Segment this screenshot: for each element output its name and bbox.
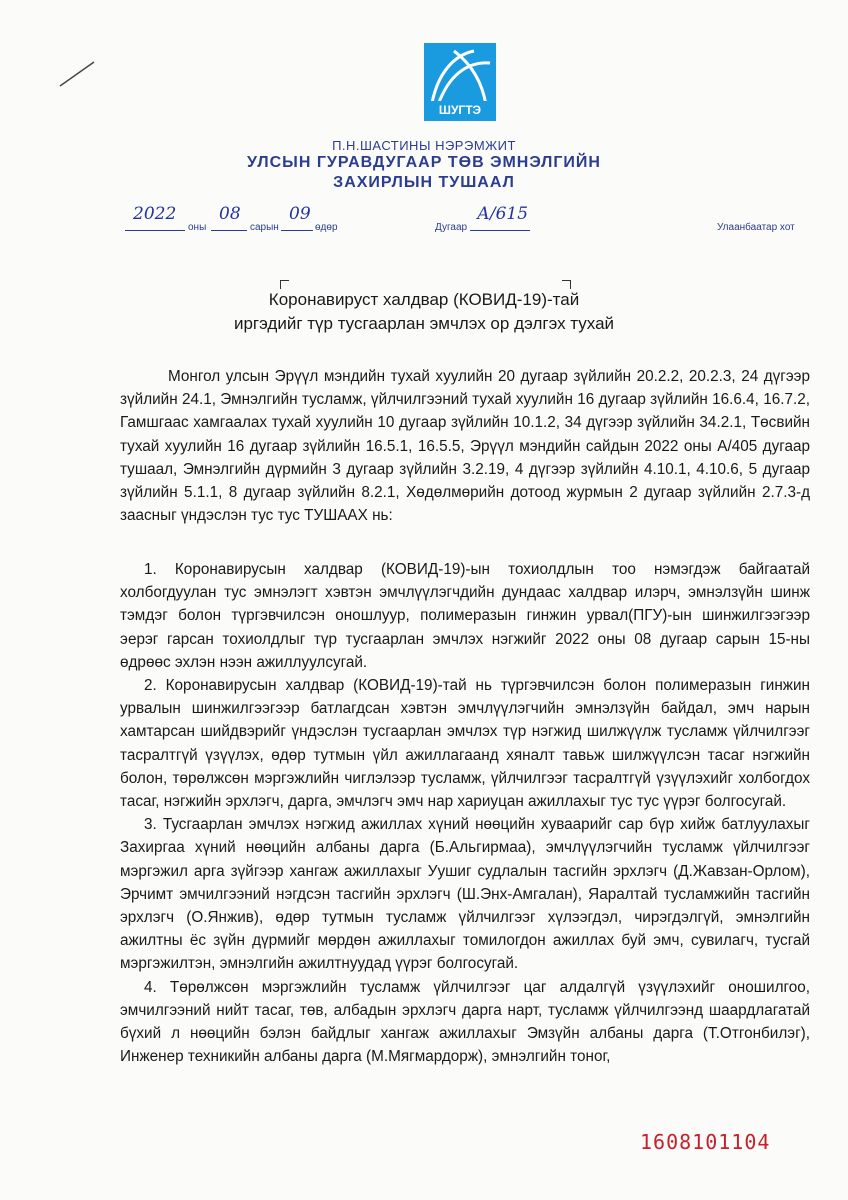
pen-mark xyxy=(58,58,98,88)
year-value: 2022 xyxy=(133,204,177,224)
year-label: оны xyxy=(188,222,207,233)
logo-text: ШУГТЭ xyxy=(438,103,482,117)
hospital-logo xyxy=(424,43,496,121)
month-value: 08 xyxy=(219,204,241,224)
title-line-1: Коронавируст халдвар (КОВИД-19)-тай xyxy=(268,290,580,309)
month-label: сарын xyxy=(250,222,279,233)
order-item: 3. Тусгаарлан эмчлэх нэгжид ажиллах хүний нөөцийн хуваарийг сар бүр хийж батлуулахыг Захиргаа хүний нөөцийн албаны дарга (Б.Альгирмаа), эмчлүүлэгчийн тусламж үйлчилгээг мэргэжил арга зүйгээр хангаж ажиллахыг Уушиг судлалын тасгийн эрхлэгч (Д.Жавзан-Орлом), Эрчимт эмчилгээний нэгдсэн тасгийн эрхлэгч (Ш.Энх-Амгалан), Яаралтай тусламжийн тасгийн эрхлэгч (О.Янжив), өдөр тутмын тусламж үйлчилгээг хүлээгдэл, чирэгдэлгүй, эмнэлгийн ажилтны ёс зүйн дүрмийг мөрдөн ажиллахыг томилогдон ажиллах буй эмч, сувилагч, тусгай мэргэжилтэн, эмнэлгийн ажилтнуудад үүрэг болгосугай. xyxy=(120,816,810,973)
order-item: 1. Коронавирусын халдвар (КОВИД-19)-ын тохиолдлын тоо нэмэгдэж байгаатай холбогдуулан тус эмнэлэгт хэвтэн эмчлүүлэгчдийн дундаас халдвар илэрч, эмнэлзүйн шинж тэмдэг болон түргэвчилсэн оношлуур, полимеразын гинжин урвал(ПГУ)-ын шинжилгээгээр эерэг гарсан тохиолдлыг түр тусгаарлан эмчлэх нэгжийг 2022 оны 08 дугаар сарын 15-ны өдрөөс эхлэн нээн ажиллуулсугай. xyxy=(120,561,810,671)
preamble-paragraph: Монгол улсын Эрүүл мэндийн тухай хуулийн 20 дугаар зүйлийн 20.2.2, 20.2.3, 24 дүгээр зүйлийн 24.1, Эмнэлгийн тусламж, үйлчилгээний тухай хуулийн 16 дугаар зүйлийн 16.6.4, 16.7.2, Гамшгаас хамгаалах тухай хуулийн 10 дугаар зүйлийн 10.1.2, 34 дүгээр зүйлийн 34.2.1, Төсвийн тухай хуулийн 16 дугаар зүйлийн 16.5.1, 16.5.5, Эрүүл мэндийн сайдын 2022 оны А/405 дугаар тушаал, Эмнэлгийн дүрмийн 3 дугаар зүйлийн 3.2.19, 4 дүгээр зүйлийн 4.10.1, 4.10.6, 5 дугаар зүйлийн 5.1.1, 8 дугаар зүйлийн 8.2.1, Хөдөлмөрийн дотоод журмын 2 дугаар зүйлийн 2.7.3-д заасныг үндэслэн тус тус ТУШААХ нь: xyxy=(120,368,810,525)
document-title xyxy=(0,288,848,336)
number-label: Дугаар xyxy=(435,222,468,233)
title-line-2: иргэдийг түр тусгаарлан эмчлэх ор дэлгэх тухай xyxy=(233,314,615,333)
order-items xyxy=(120,558,810,1068)
date-number-line xyxy=(125,204,815,236)
serial-stamp: 1608101104 xyxy=(640,1130,771,1154)
order-item: 2. Коронавирусын халдвар (КОВИД-19)-тай нь түргэвчилсэн болон полимеразын гинжин урвалын шинжилгээгээр батлагдсан хэвтэн эмчлүүлэгчийн эмнэлзүйн байдал, эмч нарын хамтарсан шийдвэрийг үндэслэн тусгаарлан эмчлэх түр нэгжид шилжүүлж тусламж үйлчилгээг тасралтгүй үзүүлэх, өдөр тутмын үйл ажиллагаанд хяналт тавьж шилжүүлсэн тасаг нэгжийн болон, төрөлжсөн мэргэжлийн чиглэлээр тусламж, үйлчилгээг тасралтгүй үзүүлэхийг холбогдох тасаг, нэгжийн эрхлэгч, дарга, эмчлэгч эмч нар хариуцан ажиллахыг тус тус үүрэг болгосугай. xyxy=(120,677,810,811)
day-value: 09 xyxy=(289,204,311,224)
order-item: 4. Төрөлжсөн мэргэжлийн тусламж үйлчилгээг цаг алдалгүй үзүүлэхийг оношилгоо, эмчилгээний нийт тасаг, төв, албадын эрхлэгч дарга нарт, тусламж үйлчилгээнд шаардлагатай бүхий л нөөцийн бэлэн байдлыг хангаж ажиллахыг Эмзүйн албаны дарга (Т.Отгонбилэг), Инженер техникийн албаны дарга (М.Мягмардорж), эмнэлгийн тоног, xyxy=(120,978,810,1066)
city-label: Улаанбаатар хот xyxy=(717,222,795,233)
org-line-2: УЛСЫН ГУРАВДУГААР ТӨВ ЭМНЭЛГИЙН xyxy=(247,154,601,171)
day-label: өдөр xyxy=(315,222,338,233)
order-type: ЗАХИРЛЫН ТУШААЛ xyxy=(333,174,515,191)
order-number: А/615 xyxy=(477,204,529,224)
org-line-1: П.Н.ШАСТИНЫ НЭРЭМЖИТ xyxy=(332,138,516,153)
